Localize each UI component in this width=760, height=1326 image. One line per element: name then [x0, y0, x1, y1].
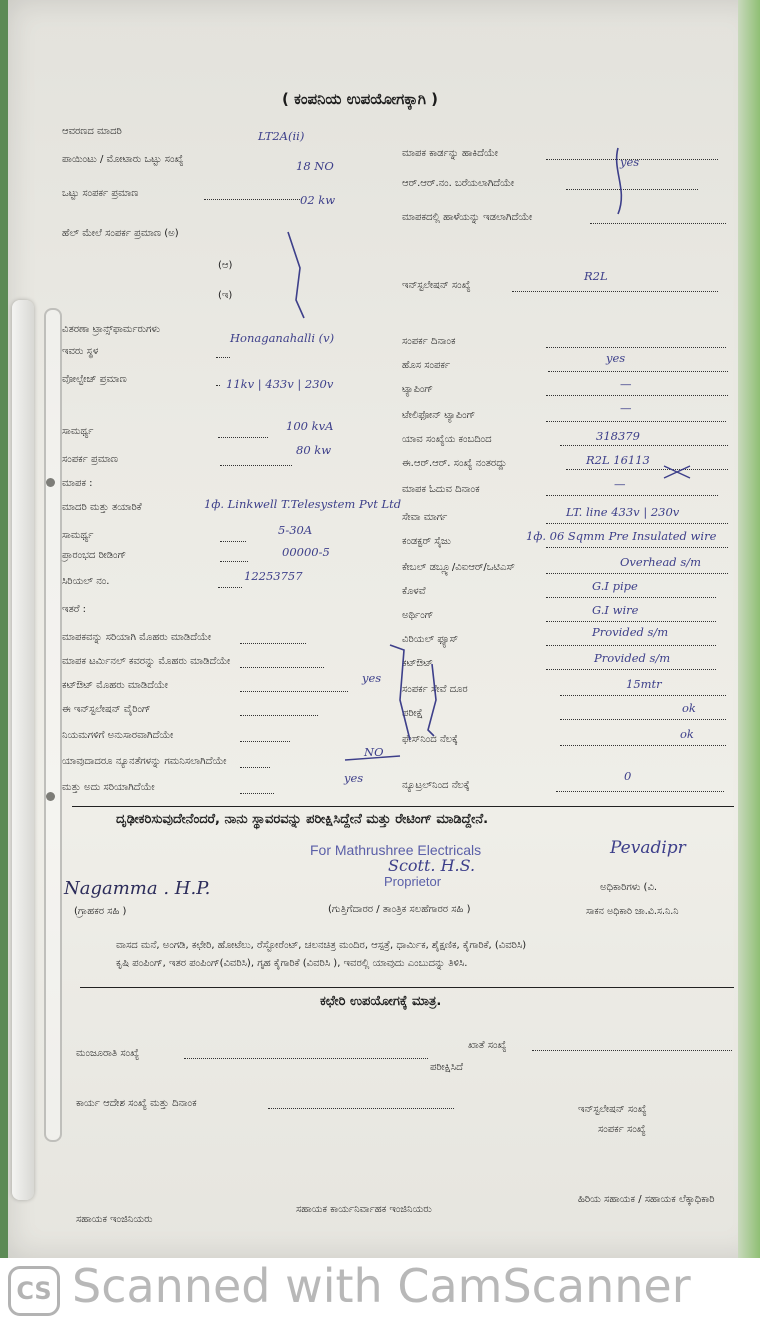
- right-field-value: Provided s/m: [592, 625, 669, 639]
- premises-line-2: ಕೃಷಿ ಪಂಪಿಂಗ್, ಇತರ ಪಂಪಿಂಗ್(ವಿವರಿಸಿ), ಗೃಹ ಕೈಗಾರಿಕೆ (ವಿವರಿಸಿ ), ಇವರಲ್ಲಿ ಯಾವುದು ಎಂಬುದನ್ನು ತಿಳಿಸಿ.: [116, 958, 468, 969]
- right-field-value: 1ф. 06 Sqmm Pre Insulated wire: [526, 529, 717, 543]
- contractor-caption: (ಗುತ್ತಿಗೆದಾರರ / ತಾಂತ್ರಿಕ ಸಲಹೆಗಾರರ ಸಹಿ ): [328, 904, 471, 915]
- contractor-stamp: For Mathrushree Electricals: [310, 842, 482, 858]
- left-field-value: 11kv | 433v | 230v: [226, 377, 334, 391]
- left-field-label: ಮಾದರಿ ಮತ್ತು ತಯಾರಿಕೆ: [62, 502, 142, 513]
- right-field-label: ಕೇಬಲ್ ಡಬ್ಲ್ಯೂ/ವಿಐಆರ್/ಒಟಿಎಸ್: [402, 562, 515, 573]
- sanction-no-label: ಮಂಜೂರಾತಿ ಸಂಖ್ಯೆ: [76, 1048, 140, 1059]
- right-field-label: ಮಾಪಕ ಓದುವ ದಿನಾಂಕ: [402, 484, 480, 495]
- right-field-value: ok: [680, 727, 694, 741]
- right-field-value: R2L 16113: [586, 453, 650, 467]
- left-field-value: 18 NO: [296, 159, 334, 173]
- left-field-value: 12253757: [244, 569, 303, 583]
- left-field-label: ಮತ್ತು ಅದು ಸರಿಯಾಗಿದೆಯೇ: [62, 782, 155, 793]
- left-field-value: 00000-5: [282, 545, 330, 559]
- left-field-label: ಇವರು ಸ್ಥಳ: [62, 346, 99, 357]
- right-field-label: ಹೊಸ ಸಂಪರ್ಕ: [402, 360, 451, 371]
- account-no-line: [532, 1050, 732, 1051]
- right-field-value: Overhead s/m: [620, 555, 701, 569]
- contractor-signature: Scott. H.S.: [388, 856, 476, 875]
- assistant-engineer-label: ಸಹಾಯಕ ಇಂಜಿನಿಯರು: [76, 1214, 153, 1225]
- declaration-rule: [72, 806, 734, 807]
- right-field-label: ಟೇಲಿಫೋನ್ ಟ್ಯಾಪಿಂಗ್: [402, 410, 476, 421]
- right-field-label: ಕಟ್‌ಔಟ್: [402, 658, 433, 669]
- senior-accountant-label: ಹಿರಿಯ ಸಹಾಯಕ / ಸಹಾಯಕ ಲೆಕ್ಕಾಧಿಕಾರಿ: [578, 1194, 715, 1205]
- left-field-label: ಸಾಮರ್ಥ್ಯ: [62, 530, 94, 541]
- right-field-label: ಕೊಳವೆ: [402, 586, 426, 597]
- right-field-value: —: [614, 477, 626, 491]
- right-field-label: ಕಂಡಕ್ಟರ್ ಸೈಜು: [402, 536, 451, 547]
- camscanner-logo-icon: CS: [8, 1266, 60, 1316]
- right-field-label: ಮಾಪಕ ಕಾರ್ಡನ್ನು ಹಾಕಿದೆಯೇ: [402, 148, 498, 159]
- left-field-label: ಯಾವುದಾದರೂ ನ್ಯೂನತೆಗಳನ್ನು ಗಮನಿಸಲಾಗಿದೆಯೇ: [62, 756, 227, 767]
- right-field-value: G.I wire: [592, 603, 639, 617]
- left-field-label: ಸಂಪರ್ಕ ಪ್ರಮಾಣ: [62, 454, 118, 465]
- right-field-label: ಆರ್.ಆರ್.ನಂ. ಬರೆಯಲಾಗಿದೆಯೇ: [402, 178, 515, 189]
- right-field-label: ಮಾಪಕದಲ್ಲಿ ಹಾಳೆಯನ್ನು ಇಡಲಾಗಿದೆಯೇ: [402, 212, 533, 223]
- right-field-value: —: [620, 377, 632, 391]
- right-field-value: LT. line 433v | 230v: [566, 505, 680, 519]
- aee-label: ಸಹಾಯಕ ಕಾರ್ಯನಿರ್ವಾಹಕ ಇಂಜಿನಿಯರು: [296, 1204, 432, 1215]
- checked-label: ಪರೀಕ್ಷಿಸಿದೆ: [430, 1062, 463, 1073]
- right-field-value: yes: [620, 155, 640, 169]
- sanction-no-line: [184, 1058, 428, 1059]
- right-field-label: ಈ.ಆರ್.ಆರ್. ಸಂಖ್ಯೆ ನಂತರದ್ದು: [402, 458, 507, 469]
- customer-caption: (ಗ್ರಾಹಕರ ಸಹಿ ): [74, 906, 127, 917]
- left-field-label: ಪ್ರಾರಂಭದ ರೀಡಿಂಗ್: [62, 550, 127, 561]
- right-field-label: ಪರೀಕ್ಷೆ: [402, 708, 424, 719]
- right-field-label: ವಿರಿಯಲ್ ಫ್ಯೂಸ್: [402, 634, 459, 645]
- officer-signature: Pevadipr: [610, 838, 686, 858]
- left-field-label: (ಆ): [218, 260, 233, 271]
- right-field-label: ನ್ಯೂಟ್ರಲ್‌ನಿಂದ ನೆಲಕ್ಕೆ: [402, 780, 470, 791]
- premises-line-1: ವಾಸದ ಮನೆ, ಅಂಗಡಿ, ಕಛೇರಿ, ಹೋಟೆಲು, ರೆಸ್ಟೋರೆಂಟ್, ಚಲನಚಿತ್ರ ಮಂದಿರ, ಆಸ್ಪತ್ರೆ, ಧಾರ್ಮಿಕ, ಶೈಕ್ಷಣಿಕ, ಕೈಗಾರಿಕೆ, (ವಿವರಿಸಿ): [116, 940, 527, 951]
- work-order-label: ಕಾರ್ಯ ಆದೇಶ ಸಂಖ್ಯೆ ಮತ್ತು ದಿನಾಂಕ: [76, 1098, 197, 1109]
- right-field-label: ಸಂಪರ್ಕ ಸೇವೆ ದೂರ: [402, 684, 468, 695]
- left-field-value: LT2A(ii): [258, 129, 305, 143]
- office-rule: [80, 987, 734, 988]
- left-field-value: 100 kvA: [286, 419, 334, 433]
- left-field-value: yes: [344, 771, 364, 785]
- left-field-label: ಕಟ್‌ಔಟ್ ಮೊಹರು ಮಾಡಿದೆಯೇ: [62, 680, 169, 691]
- right-field-label: ಯಾವ ಸಂಖ್ಯೆಯ ಕಂಬದಿಂದ: [402, 434, 492, 445]
- left-field-label: ಒಟ್ಟು ಸಂಪರ್ಕ ಪ್ರಮಾಣ: [62, 188, 139, 199]
- customer-signature: Nagamma . H.P.: [64, 878, 211, 899]
- officer-caption: ಅಧಿಕಾರಿಗಳು (ವಿ.: [600, 882, 658, 893]
- right-field-value: G.I pipe: [592, 579, 638, 593]
- left-field-label: (ಇ): [218, 290, 233, 301]
- right-field-label: ಟ್ಯಾಪಿಂಗ್: [402, 384, 433, 395]
- work-order-line: [268, 1108, 454, 1109]
- officer-caption-2: ಸಾಕನ ಅಧಿಕಾರಿ ಜಾ.ವಿ.ಸ.ನಿ.ನಿ: [586, 906, 679, 917]
- scanner-watermark: Scanned with CamScanner: [72, 1259, 691, 1313]
- declaration-text: ದೃಢೀಕರಿಸುವುದೇನೆಂದರೆ, ನಾನು ಸ್ಥಾವರವನ್ನು ಪರೀಕ್ಷಿಸಿದ್ದೇನೆ ಮತ್ತು ರೇಟಿಂಗ್ ಮಾಡಿದ್ದೇನೆ.: [116, 812, 489, 827]
- left-field-label: ನಿಯಮಗಳಿಗೆ ಅನುಸಾರವಾಗಿದೆಯೇ: [62, 730, 174, 741]
- left-field-value: NO: [364, 745, 384, 759]
- left-field-label: ಆವರಣದ ಮಾದರಿ: [62, 126, 122, 137]
- left-field-label: ಹೆಲ್ ಮೇಲೆ ಸಂಪರ್ಕ ಪ್ರಮಾಣ (ಅ): [62, 228, 179, 239]
- right-field-label: ಫೇಸ್‌ನಿಂದ ನೆಲಕ್ಕೆ: [402, 734, 458, 745]
- left-field-value: 1ф. Linkwell T.Telesystem Pvt Ltd: [204, 497, 402, 511]
- right-field-value: Provided s/m: [594, 651, 671, 665]
- left-field-value: 02 kw: [300, 193, 336, 207]
- account-no-label: ಖಾತೆ ಸಂಖ್ಯೆ: [468, 1040, 507, 1051]
- right-field-value: —: [620, 401, 632, 415]
- left-field-value: Honaganahalli (v): [230, 331, 335, 345]
- left-field-label: ಮಾಪಕ :: [62, 478, 93, 489]
- right-field-label: ಇನ್‌ಸ್ಟಲೇಷನ್ ಸಂಖ್ಯೆ: [402, 280, 471, 291]
- right-field-value: yes: [606, 351, 626, 365]
- right-field-label: ಅರ್ಥಿಂಗ್: [402, 610, 434, 621]
- left-field-label: ಇತರೆ :: [62, 604, 87, 615]
- proprietor-stamp: Proprietor: [384, 874, 442, 889]
- right-field-value: ok: [682, 701, 696, 715]
- left-field-label: ಮಾಪಕವನ್ನು ಸರಿಯಾಗಿ ಮೊಹರು ಮಾಡಿದೆಯೇ: [62, 632, 212, 643]
- right-field-label: ಸೇವಾ ಮಾರ್ಗ: [402, 512, 448, 523]
- left-field-value: 5-30A: [278, 523, 313, 537]
- left-field-value: yes: [362, 671, 382, 685]
- left-field-label: ವಿತರಣಾ ಟ್ರಾನ್ಸ್‌ಫಾರ್ಮರುಗಳು: [62, 324, 161, 335]
- left-field-label: ಈ ಇನ್‌ಸ್ಟಲೇಷನ್ ವೈರಿಂಗ್: [62, 704, 151, 715]
- right-field-value: 318379: [596, 429, 640, 443]
- right-field-value: 0: [624, 769, 632, 783]
- left-field-label: ಸಿರಿಯಲ್ ನಂ.: [62, 576, 110, 587]
- left-field-label: ಸಾಮರ್ಥ್ಯ: [62, 426, 94, 437]
- form-title: ( ಕಂಪನಿಯ ಉಪಯೋಗಕ್ಕಾಗಿ ): [282, 90, 439, 108]
- left-field-label: ಪಾಯಿಂಟು / ಮೋಟಾರು ಒಟ್ಟು ಸಂಖ್ಯೆ: [62, 154, 184, 165]
- installation-no-label: ಇನ್‌ಸ್ಟಲೇಷನ್ ಸಂಖ್ಯೆ: [578, 1104, 647, 1115]
- left-field-value: 80 kw: [296, 443, 332, 457]
- right-field-label: ಸಂಪರ್ಕ ದಿನಾಂಕ: [402, 336, 456, 347]
- left-field-label: ಮಾಪಕ ಟರ್ಮಿನಲ್ ಕವರನ್ನು ಮೊಹರು ಮಾಡಿದೆಯೇ: [62, 656, 231, 667]
- right-field-value: R2L: [584, 269, 608, 283]
- connection-no-label: ಸಂಪರ್ಕ ಸಂಖ್ಯೆ: [598, 1124, 646, 1135]
- office-section-title: ಕಛೇರಿ ಉಪಯೋಗಕ್ಕೆ ಮಾತ್ರ.: [320, 994, 442, 1009]
- right-field-value: 15mtr: [626, 677, 662, 691]
- left-field-label: ವೋಲ್ಟೇಜ್ ಪ್ರಮಾಣ: [62, 374, 127, 385]
